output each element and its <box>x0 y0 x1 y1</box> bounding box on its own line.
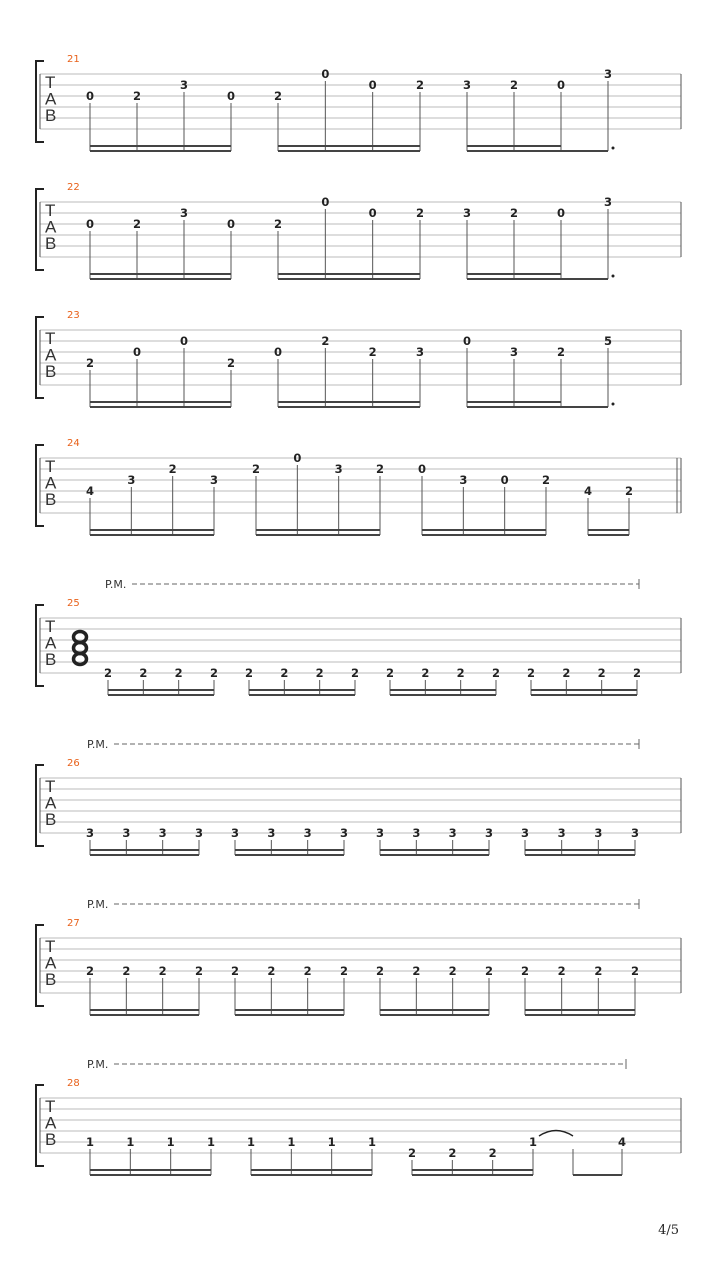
fret-number: 2 <box>158 964 167 978</box>
fret-number: 2 <box>630 964 640 978</box>
tab-clef-a: A <box>45 953 57 973</box>
fret-number: 2 <box>415 206 425 220</box>
fret-number: 0 <box>368 78 377 92</box>
fret-number: 0 <box>132 345 142 359</box>
fret-number: 0 <box>368 206 377 220</box>
fret-number: 2 <box>421 666 430 680</box>
tab-clef-t: T <box>45 457 56 476</box>
fret-number: 2 <box>122 964 131 978</box>
palm-mute-label: P.M. <box>87 738 109 751</box>
fret-number: 4 <box>583 484 593 498</box>
fret-number: 3 <box>179 78 189 92</box>
system-measure-22 <box>36 182 681 279</box>
fret-number: 2 <box>321 334 330 348</box>
fret-number: 3 <box>122 826 131 840</box>
fret-number: 2 <box>132 89 142 103</box>
fret-number: 1 <box>85 1135 95 1149</box>
fret-number: 3 <box>557 826 566 840</box>
fret-number: 3 <box>509 345 519 359</box>
fret-number: 3 <box>603 67 613 81</box>
fret-number: 2 <box>230 964 240 978</box>
fret-number: 2 <box>488 1146 497 1160</box>
fret-number: 0 <box>321 195 330 209</box>
fret-number: 2 <box>132 217 142 231</box>
fret-number: 3 <box>209 473 219 487</box>
fret-number: 0 <box>556 206 566 220</box>
tab-clef-a: A <box>45 793 57 813</box>
fret-number: 0 <box>273 345 283 359</box>
system-measure-21 <box>36 54 681 151</box>
fret-number: 0 <box>321 67 330 81</box>
fret-number: 2 <box>407 1146 417 1160</box>
tab-clef-a: A <box>45 473 57 493</box>
tab-clef-t: T <box>45 329 56 348</box>
fret-number: 2 <box>562 666 571 680</box>
fret-number: 3 <box>334 462 343 476</box>
tab-clef-b: B <box>45 650 57 669</box>
fret-number: 3 <box>267 826 276 840</box>
fret-number: 1 <box>528 1135 538 1149</box>
tab-clef-b: B <box>45 234 57 253</box>
fret-number: 2 <box>251 462 261 476</box>
fret-number: 0 <box>500 473 509 487</box>
system-measure-23 <box>36 310 681 407</box>
fret-number: 2 <box>509 78 519 92</box>
tab-clef-b: B <box>45 810 57 829</box>
fret-number: 2 <box>484 964 494 978</box>
fret-number: 3 <box>594 826 603 840</box>
fret-number: 2 <box>509 206 519 220</box>
fret-number: 3 <box>85 826 95 840</box>
measure-number: 23 <box>67 310 80 321</box>
fret-number: 2 <box>85 356 95 370</box>
measure-number: 21 <box>67 54 80 65</box>
fret-number: 2 <box>597 666 606 680</box>
fret-number: 3 <box>459 473 468 487</box>
measure-number: 27 <box>67 918 80 929</box>
fret-number: 3 <box>520 826 530 840</box>
fret-number: 4 <box>85 484 95 498</box>
fret-number: 1 <box>327 1135 336 1149</box>
fret-number: 2 <box>194 964 204 978</box>
tab-clef-t: T <box>45 73 56 92</box>
fret-number: 3 <box>179 206 189 220</box>
fret-number: 2 <box>526 666 536 680</box>
dot-icon <box>612 403 615 406</box>
fret-number: 2 <box>556 345 566 359</box>
fret-number: 1 <box>166 1135 175 1149</box>
fret-number: 2 <box>267 964 276 978</box>
palm-mute-label: P.M. <box>87 1058 109 1071</box>
fret-number: 2 <box>315 666 324 680</box>
fret-number: 2 <box>103 666 113 680</box>
system-measure-28 <box>36 1058 681 1175</box>
tab-clef-t: T <box>45 201 56 220</box>
system-measure-27 <box>36 898 681 1015</box>
measure-number: 28 <box>67 1078 80 1089</box>
fret-number: 2 <box>624 484 634 498</box>
fret-number: 0 <box>226 217 236 231</box>
fret-number: 0 <box>556 78 566 92</box>
fret-number: 3 <box>127 473 136 487</box>
fret-number: 2 <box>415 78 425 92</box>
fret-number: 2 <box>280 666 289 680</box>
tab-clef-a: A <box>45 89 57 109</box>
tab-clef-a: A <box>45 345 57 365</box>
fret-number: 1 <box>367 1135 377 1149</box>
fret-number: 2 <box>273 89 283 103</box>
fret-number: 2 <box>385 666 395 680</box>
fret-number: 2 <box>139 666 148 680</box>
fret-number: 2 <box>594 964 603 978</box>
system-measure-26 <box>36 738 681 855</box>
system-measure-25 <box>36 578 681 695</box>
fret-number: 3 <box>339 826 349 840</box>
fret-number: 1 <box>126 1135 135 1149</box>
system-measure-24 <box>36 438 681 535</box>
fret-number: 3 <box>484 826 494 840</box>
fret-number: 3 <box>375 826 385 840</box>
measure-number: 25 <box>67 598 80 609</box>
fret-number: 3 <box>230 826 240 840</box>
measure-number: 22 <box>67 182 80 193</box>
fret-number: 4 <box>617 1135 627 1149</box>
fret-number: 1 <box>206 1135 216 1149</box>
fret-number: 2 <box>168 462 177 476</box>
fret-number: 2 <box>273 217 283 231</box>
fret-number: 0 <box>417 462 427 476</box>
fret-number: 2 <box>350 666 360 680</box>
fret-number: 1 <box>287 1135 296 1149</box>
fret-number: 3 <box>158 826 167 840</box>
fret-number: 1 <box>246 1135 256 1149</box>
tab-clef-a: A <box>45 633 57 653</box>
tab-clef-t: T <box>45 937 56 956</box>
fret-number: 3 <box>412 826 421 840</box>
tab-clef-t: T <box>45 777 56 796</box>
fret-number: 2 <box>448 1146 457 1160</box>
fret-number: 2 <box>244 666 254 680</box>
fret-number: 2 <box>541 473 551 487</box>
fret-number: 0 <box>85 89 95 103</box>
fret-number: 2 <box>226 356 236 370</box>
fret-number: 0 <box>293 451 302 465</box>
fret-number: 3 <box>194 826 204 840</box>
fret-number: 2 <box>174 666 183 680</box>
measure-number: 24 <box>67 438 80 449</box>
fret-number: 2 <box>209 666 219 680</box>
dot-icon <box>612 147 615 150</box>
fret-number: 0 <box>85 217 95 231</box>
fret-number: 2 <box>85 964 95 978</box>
fret-number: 2 <box>557 964 566 978</box>
fret-number: 3 <box>303 826 312 840</box>
tab-clef-b: B <box>45 362 57 381</box>
fret-number: 2 <box>520 964 530 978</box>
palm-mute-label: P.M. <box>105 578 127 591</box>
fret-number: 3 <box>603 195 613 209</box>
fret-number: 2 <box>491 666 501 680</box>
fret-number: 2 <box>375 964 385 978</box>
fret-number: 2 <box>368 345 377 359</box>
tab-clef-a: A <box>45 217 57 237</box>
fret-number: 3 <box>415 345 425 359</box>
palm-mute-label: P.M. <box>87 898 109 911</box>
fret-number: 2 <box>303 964 312 978</box>
tab-clef-b: B <box>45 970 57 989</box>
tab-clef-b: B <box>45 1130 57 1149</box>
tab-clef-t: T <box>45 617 56 636</box>
dot-icon <box>612 275 615 278</box>
tab-clef-b: B <box>45 106 57 125</box>
measure-number: 26 <box>67 758 80 769</box>
fret-number: 3 <box>630 826 640 840</box>
fret-number: 2 <box>456 666 465 680</box>
page-number: 4/5 <box>658 1223 679 1238</box>
fret-number: 2 <box>375 462 385 476</box>
fret-number: 3 <box>448 826 457 840</box>
fret-number: 2 <box>632 666 642 680</box>
fret-number: 2 <box>448 964 457 978</box>
fret-number: 0 <box>179 334 189 348</box>
fret-number: 3 <box>462 78 472 92</box>
clef-note-icon <box>74 654 87 665</box>
fret-number: 2 <box>339 964 349 978</box>
fret-number: 2 <box>412 964 421 978</box>
fret-number: 5 <box>603 334 613 348</box>
tab-clef-b: B <box>45 490 57 509</box>
tab-clef-t: T <box>45 1097 56 1116</box>
tab-clef-a: A <box>45 1113 57 1133</box>
fret-number: 3 <box>462 206 472 220</box>
fret-number: 0 <box>226 89 236 103</box>
fret-number: 0 <box>462 334 472 348</box>
